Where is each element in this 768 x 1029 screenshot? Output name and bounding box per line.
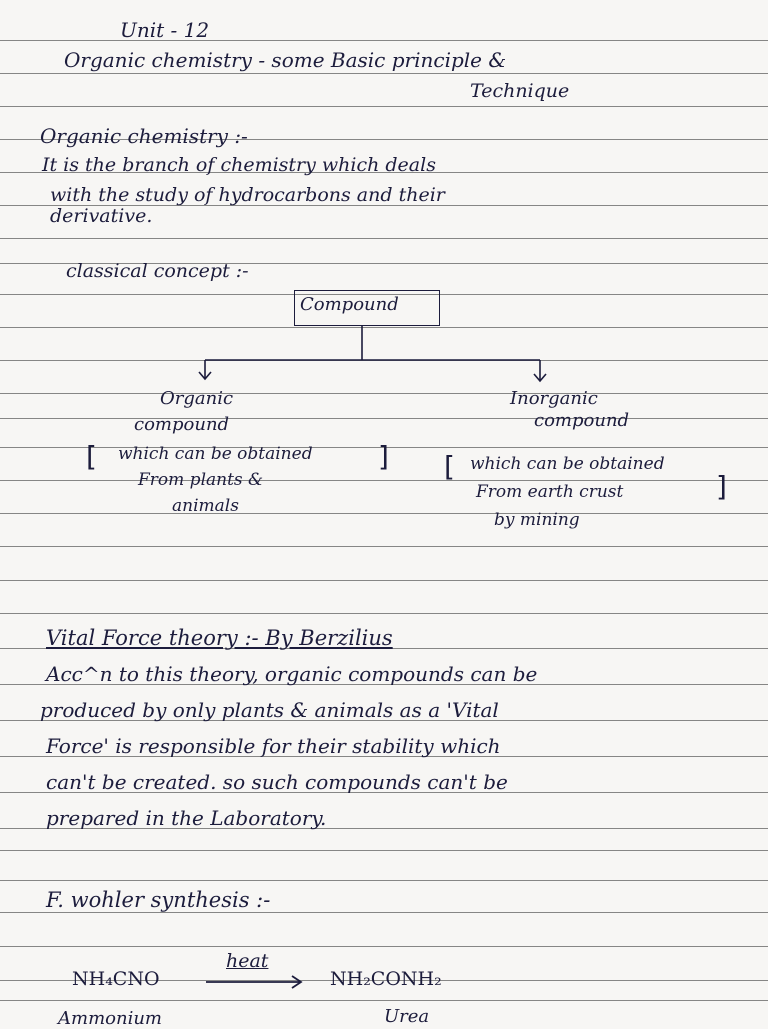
product-formula: NH₂CONH₂ — [330, 968, 442, 990]
open-bracket: [ — [444, 450, 455, 483]
vital-force-line: prepared in the Laboratory. — [46, 806, 327, 830]
reactant-formula: NH₄CNO — [72, 968, 160, 990]
inorganic-note-line: From earth crust — [476, 482, 624, 502]
organic-label: Organic — [160, 388, 234, 409]
reactant-name: Ammonium — [58, 1008, 162, 1029]
definition-line: derivative. — [50, 205, 153, 227]
definition-line: It is the branch of chemistry which deals — [42, 154, 436, 176]
organic-label: compound — [134, 414, 230, 435]
inorganic-label: compound — [534, 410, 630, 431]
wohler-heading: F. wohler synthesis :- — [46, 888, 271, 912]
definition-line: with the study of hydrocarbons and their — [50, 184, 445, 206]
section-heading-organic: Organic chemistry :- — [40, 124, 248, 148]
close-bracket: ] — [716, 470, 727, 503]
compound-root-label: Compound — [300, 294, 399, 315]
section-heading-classical: classical concept :- — [66, 260, 249, 282]
organic-note-line: animals — [172, 496, 239, 516]
inorganic-label: Inorganic — [510, 388, 598, 409]
vital-force-heading: Vital Force theory :- By Berzilius — [46, 626, 393, 650]
inorganic-note-line: by mining — [494, 510, 580, 530]
open-bracket: [ — [86, 440, 97, 473]
vital-force-line: produced by only plants & animals as a 'Vital — [40, 698, 499, 722]
inorganic-note-line: which can be obtained — [470, 454, 665, 474]
chapter-title: Organic chemistry - some Basic principle & — [64, 48, 507, 72]
unit-title: Unit - 12 — [120, 18, 210, 42]
vital-force-line: Force' is responsible for their stability which — [46, 734, 501, 758]
organic-note-line: From plants & — [138, 470, 264, 490]
arrow-label: heat — [226, 950, 269, 972]
organic-note-line: which can be obtained — [118, 444, 313, 464]
vital-force-line: Acc^n to this theory, organic compounds can be — [46, 662, 538, 686]
chapter-title-line-2: Technique — [470, 80, 570, 102]
vital-force-line: can't be created. so such compounds can't be — [46, 770, 508, 794]
product-name: Urea — [384, 1006, 430, 1027]
close-bracket: ] — [378, 440, 389, 473]
